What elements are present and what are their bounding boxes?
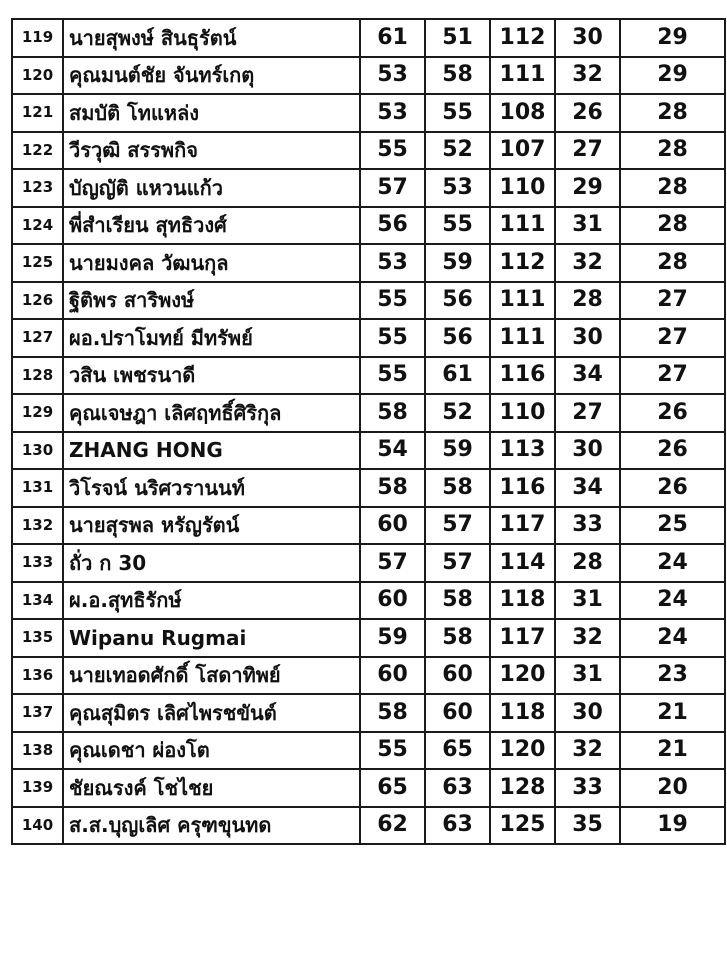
score-col-2: 55: [425, 207, 490, 245]
row-number: 134: [12, 582, 63, 620]
score-col-5: 21: [620, 694, 725, 732]
score-col-4: 32: [555, 732, 620, 770]
row-number: 136: [12, 657, 63, 695]
score-col-4: 30: [555, 19, 620, 57]
score-col-4: 28: [555, 544, 620, 582]
score-col-5: 19: [620, 807, 725, 845]
score-col-4: 28: [555, 282, 620, 320]
score-col-1: 59: [360, 619, 425, 657]
score-col-2: 58: [425, 619, 490, 657]
score-col-5: 28: [620, 94, 725, 132]
score-col-2: 57: [425, 544, 490, 582]
score-col-1: 55: [360, 132, 425, 170]
score-total: 112: [490, 19, 555, 57]
score-col-1: 57: [360, 544, 425, 582]
score-col-5: 20: [620, 769, 725, 807]
score-col-2: 51: [425, 19, 490, 57]
score-total: 113: [490, 432, 555, 470]
score-col-1: 58: [360, 394, 425, 432]
table-row: [12, 469, 725, 507]
score-total: 110: [490, 394, 555, 432]
score-col-1: 53: [360, 94, 425, 132]
score-col-2: 55: [425, 94, 490, 132]
table-row: [12, 619, 725, 657]
row-number: 125: [12, 244, 63, 282]
score-col-4: 33: [555, 769, 620, 807]
score-col-5: 24: [620, 582, 725, 620]
row-number: 130: [12, 432, 63, 470]
score-col-1: 53: [360, 244, 425, 282]
score-col-5: 26: [620, 432, 725, 470]
score-col-5: 29: [620, 57, 725, 95]
player-name: ถั่ว ก 30: [63, 544, 360, 582]
score-col-1: 55: [360, 319, 425, 357]
table-row: [12, 169, 725, 207]
score-col-1: 62: [360, 807, 425, 845]
score-total: 111: [490, 319, 555, 357]
score-col-1: 55: [360, 357, 425, 395]
row-number: 126: [12, 282, 63, 320]
score-col-2: 63: [425, 769, 490, 807]
score-col-5: 29: [620, 19, 725, 57]
score-total: 111: [490, 57, 555, 95]
score-total: 120: [490, 657, 555, 695]
score-col-5: 27: [620, 282, 725, 320]
score-col-2: 52: [425, 132, 490, 170]
player-name: คุณมนต์ชัย จันทร์เกตุ: [63, 57, 360, 95]
score-col-4: 31: [555, 582, 620, 620]
player-name: คุณสุมิตร เลิศไพรชขันต์: [63, 694, 360, 732]
row-number: 131: [12, 469, 63, 507]
score-total: 118: [490, 694, 555, 732]
score-col-1: 56: [360, 207, 425, 245]
row-number: 122: [12, 132, 63, 170]
table-row: [12, 57, 725, 95]
table-row: [12, 132, 725, 170]
score-col-2: 59: [425, 244, 490, 282]
score-col-5: 23: [620, 657, 725, 695]
player-name: Wipanu Rugmai: [63, 619, 360, 657]
table-row: [12, 94, 725, 132]
score-col-1: 53: [360, 57, 425, 95]
row-number: 124: [12, 207, 63, 245]
player-name: ชัยณรงค์ โชไชย: [63, 769, 360, 807]
score-col-1: 58: [360, 469, 425, 507]
row-number: 135: [12, 619, 63, 657]
score-col-5: 28: [620, 132, 725, 170]
score-total: 107: [490, 132, 555, 170]
score-col-1: 60: [360, 657, 425, 695]
score-col-4: 26: [555, 94, 620, 132]
score-col-5: 27: [620, 319, 725, 357]
score-col-2: 53: [425, 169, 490, 207]
table-row: [12, 694, 725, 732]
row-number: 120: [12, 57, 63, 95]
player-name: วิโรจน์ นริศวรานนท์: [63, 469, 360, 507]
score-col-4: 32: [555, 57, 620, 95]
player-name: ฐิติพร สาริพงษ์: [63, 282, 360, 320]
table-row: [12, 432, 725, 470]
score-total: 116: [490, 469, 555, 507]
row-number: 133: [12, 544, 63, 582]
score-col-1: 58: [360, 694, 425, 732]
score-col-2: 57: [425, 507, 490, 545]
score-col-5: 28: [620, 169, 725, 207]
score-col-2: 61: [425, 357, 490, 395]
score-col-2: 58: [425, 582, 490, 620]
table-row: [12, 394, 725, 432]
score-col-2: 60: [425, 694, 490, 732]
score-col-4: 33: [555, 507, 620, 545]
score-total: 108: [490, 94, 555, 132]
score-col-5: 25: [620, 507, 725, 545]
player-name: สมบัติ โทแหล่ง: [63, 94, 360, 132]
score-total: 110: [490, 169, 555, 207]
score-total: 117: [490, 619, 555, 657]
score-col-4: 35: [555, 807, 620, 845]
player-name: ผอ.ปราโมทย์ มีทรัพย์: [63, 319, 360, 357]
score-col-5: 28: [620, 207, 725, 245]
score-col-1: 57: [360, 169, 425, 207]
row-number: 139: [12, 769, 63, 807]
player-name: ผ.อ.สุทธิรักษ์: [63, 582, 360, 620]
player-name: วสิน เพชรนาดี: [63, 357, 360, 395]
table-row: [12, 732, 725, 770]
score-col-4: 30: [555, 432, 620, 470]
score-col-1: 60: [360, 507, 425, 545]
row-number: 129: [12, 394, 63, 432]
score-total: 128: [490, 769, 555, 807]
score-col-1: 54: [360, 432, 425, 470]
player-name: บัญญัติ แหวนแก้ว: [63, 169, 360, 207]
score-col-2: 60: [425, 657, 490, 695]
score-col-4: 32: [555, 244, 620, 282]
player-name: คุณเดชา ผ่องโต: [63, 732, 360, 770]
table-row: [12, 582, 725, 620]
table-row: [12, 769, 725, 807]
table-row: [12, 244, 725, 282]
score-col-2: 59: [425, 432, 490, 470]
score-total: 120: [490, 732, 555, 770]
score-col-5: 28: [620, 244, 725, 282]
score-total: 111: [490, 207, 555, 245]
score-total: 125: [490, 807, 555, 845]
score-col-2: 58: [425, 57, 490, 95]
row-number: 128: [12, 357, 63, 395]
player-name: พี่สำเรียน สุทธิวงศ์: [63, 207, 360, 245]
score-col-2: 58: [425, 469, 490, 507]
score-col-4: 30: [555, 694, 620, 732]
score-col-1: 65: [360, 769, 425, 807]
table-row: [12, 282, 725, 320]
player-name: นายเทอดศักดิ์ โสดาทิพย์: [63, 657, 360, 695]
score-col-5: 21: [620, 732, 725, 770]
score-col-1: 61: [360, 19, 425, 57]
row-number: 140: [12, 807, 63, 845]
row-number: 132: [12, 507, 63, 545]
score-total: 111: [490, 282, 555, 320]
row-number: 121: [12, 94, 63, 132]
score-col-5: 26: [620, 469, 725, 507]
score-col-4: 31: [555, 207, 620, 245]
score-col-4: 32: [555, 619, 620, 657]
table-row: [12, 207, 725, 245]
player-name: นายมงคล วัฒนกุล: [63, 244, 360, 282]
score-col-5: 24: [620, 619, 725, 657]
table-row: [12, 357, 725, 395]
table-row: [12, 507, 725, 545]
row-number: 119: [12, 19, 63, 57]
table-row: [12, 544, 725, 582]
score-table: [11, 18, 726, 845]
row-number: 123: [12, 169, 63, 207]
score-col-2: 56: [425, 282, 490, 320]
score-col-4: 34: [555, 469, 620, 507]
table-row: [12, 807, 725, 845]
player-name: นายสุรพล หรัญรัตน์: [63, 507, 360, 545]
row-number: 137: [12, 694, 63, 732]
table-row: [12, 319, 725, 357]
score-col-2: 63: [425, 807, 490, 845]
score-total: 117: [490, 507, 555, 545]
table-row: [12, 19, 725, 57]
player-name: นายสุพงษ์ สินธุรัตน์: [63, 19, 360, 57]
player-name: ZHANG HONG: [63, 432, 360, 470]
score-col-4: 31: [555, 657, 620, 695]
player-name: คุณเจษฎา เลิศฤทธิ์ศิริกุล: [63, 394, 360, 432]
player-name: วีรวุฒิ สรรพกิจ: [63, 132, 360, 170]
score-col-2: 56: [425, 319, 490, 357]
score-col-1: 55: [360, 282, 425, 320]
table-row: [12, 657, 725, 695]
score-col-4: 34: [555, 357, 620, 395]
score-col-1: 60: [360, 582, 425, 620]
score-total: 112: [490, 244, 555, 282]
score-col-4: 30: [555, 319, 620, 357]
score-table-body: [12, 19, 725, 844]
score-total: 114: [490, 544, 555, 582]
score-col-4: 29: [555, 169, 620, 207]
score-total: 116: [490, 357, 555, 395]
score-col-4: 27: [555, 394, 620, 432]
score-col-2: 65: [425, 732, 490, 770]
score-total: 118: [490, 582, 555, 620]
score-col-5: 27: [620, 357, 725, 395]
player-name: ส.ส.บุญเลิศ ครุฑขุนทด: [63, 807, 360, 845]
score-col-1: 55: [360, 732, 425, 770]
score-col-5: 26: [620, 394, 725, 432]
row-number: 138: [12, 732, 63, 770]
score-col-2: 52: [425, 394, 490, 432]
score-col-4: 27: [555, 132, 620, 170]
score-col-5: 24: [620, 544, 725, 582]
row-number: 127: [12, 319, 63, 357]
